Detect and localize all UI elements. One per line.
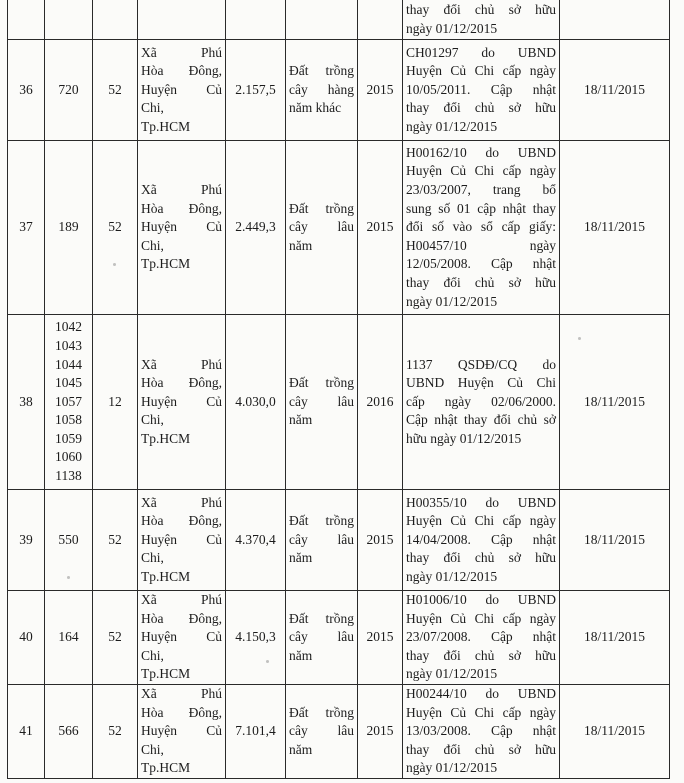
cell-land-type bbox=[286, 684, 358, 778]
address-line: Huyện Củ bbox=[141, 81, 222, 97]
cell-area bbox=[226, 0, 286, 40]
land-type-line: năm bbox=[289, 412, 313, 428]
cert-line: Huyện Củ Chi cấp ngày bbox=[406, 610, 556, 626]
cert-line: Huyện Củ Chi cấp ngày bbox=[406, 163, 556, 179]
cert-line: đổi số vào sổ cấp giấy: bbox=[406, 219, 556, 235]
cert-line: 23/03/2007, trang bổ bbox=[406, 182, 556, 198]
cell-area: 4.150,3 bbox=[226, 591, 286, 685]
cert-line: 10/05/2011. Cập nhật bbox=[406, 81, 556, 97]
address-line: Xã Phú bbox=[141, 44, 222, 60]
cert-line: ngày 01/12/2015 bbox=[406, 118, 498, 134]
parcel-number: 1058 bbox=[55, 412, 82, 428]
address-line: Hòa Đông, bbox=[141, 513, 222, 529]
cert-line: thay đổi chủ sở hữu bbox=[406, 1, 556, 17]
land-type-line: năm bbox=[289, 550, 313, 566]
address-line: Huyện Củ bbox=[141, 531, 222, 547]
land-type-line: Đất trồng bbox=[289, 200, 354, 216]
cert-line: H00355/10 do UBND bbox=[406, 494, 556, 510]
cell-stt bbox=[8, 0, 45, 40]
cell-certificate bbox=[403, 684, 560, 778]
parcel-number: 164 bbox=[58, 629, 79, 645]
address-line: Hòa Đông, bbox=[141, 610, 222, 626]
cell-parcel bbox=[45, 315, 93, 490]
parcel-number: 1044 bbox=[55, 356, 82, 372]
cell-parcel bbox=[45, 591, 93, 685]
cell-stt: 37 bbox=[8, 141, 45, 315]
cert-line: Huyện Củ Chi cấp ngày bbox=[406, 704, 556, 720]
cert-line: Huyện Củ Chi cấp ngày bbox=[406, 513, 556, 529]
scan-speck bbox=[113, 263, 116, 266]
table-row bbox=[8, 315, 670, 490]
address-line: Tp.HCM bbox=[141, 760, 191, 776]
table-row bbox=[8, 684, 670, 778]
parcel-number: 720 bbox=[58, 81, 79, 97]
cell-date: 18/11/2015 bbox=[560, 684, 670, 778]
cert-line: 13/03/2008. Cập nhật bbox=[406, 723, 556, 739]
parcel-number: 1057 bbox=[55, 393, 82, 409]
cell-year: 2015 bbox=[358, 591, 403, 685]
address-line: Xã Phú bbox=[141, 592, 222, 607]
cell-sheet: 52 bbox=[93, 141, 138, 315]
parcel-number: 1043 bbox=[55, 337, 82, 353]
cert-line: hữu ngày 01/12/2015 bbox=[406, 430, 522, 446]
land-type-line: năm khác bbox=[289, 100, 342, 116]
cell-address bbox=[138, 40, 226, 141]
address-line: Hòa Đông, bbox=[141, 375, 222, 391]
cell-area: 2.449,3 bbox=[226, 141, 286, 315]
cell-certificate bbox=[403, 0, 560, 40]
cell-sheet: 52 bbox=[93, 591, 138, 685]
cell-date: 18/11/2015 bbox=[560, 315, 670, 490]
cert-line: thay đổi chủ sở hữu bbox=[406, 274, 556, 290]
cell-address bbox=[138, 591, 226, 685]
address-line: Hòa Đông, bbox=[141, 63, 222, 79]
cell-land-type bbox=[286, 0, 358, 40]
cell-year: 2015 bbox=[358, 40, 403, 141]
cell-certificate bbox=[403, 591, 560, 685]
scan-speck bbox=[266, 660, 269, 663]
cell-land-type bbox=[286, 490, 358, 591]
cert-line: thay đổi chủ sở hữu bbox=[406, 741, 556, 757]
cell-certificate bbox=[403, 490, 560, 591]
cert-line: ngày 01/12/2015 bbox=[406, 20, 498, 36]
cell-certificate bbox=[403, 40, 560, 141]
cell-date: 18/11/2015 bbox=[560, 490, 670, 591]
table-row bbox=[8, 490, 670, 591]
address-line: Chi, bbox=[141, 550, 164, 566]
address-line: Hòa Đông, bbox=[141, 704, 222, 720]
address-line: Huyện Củ bbox=[141, 393, 222, 409]
cell-parcel bbox=[45, 684, 93, 778]
cell-sheet: 52 bbox=[93, 684, 138, 778]
cert-line: H00457/10 ngày bbox=[406, 237, 556, 253]
cell-stt: 39 bbox=[8, 490, 45, 591]
land-type-line: cây lâu bbox=[289, 723, 354, 739]
address-line: Chi, bbox=[141, 100, 164, 116]
cell-address bbox=[138, 490, 226, 591]
scan-speck bbox=[578, 337, 581, 340]
cell-sheet: 52 bbox=[93, 40, 138, 141]
land-type-line: Đất trồng bbox=[289, 375, 354, 391]
cell-parcel bbox=[45, 0, 93, 40]
land-type-line: Đất trồng bbox=[289, 63, 354, 79]
cert-line: ngày 01/12/2015 bbox=[406, 666, 498, 682]
cell-address bbox=[138, 141, 226, 315]
cert-line: ngày 01/12/2015 bbox=[406, 568, 498, 584]
scan-speck bbox=[67, 576, 70, 579]
cell-land-type bbox=[286, 591, 358, 685]
cert-line: H00244/10 do UBND bbox=[406, 685, 556, 701]
address-line: Tp.HCM bbox=[141, 430, 191, 446]
cell-year: 2015 bbox=[358, 684, 403, 778]
cell-address bbox=[138, 0, 226, 40]
land-type-line: Đất trồng bbox=[289, 610, 354, 626]
cell-land-type bbox=[286, 315, 358, 490]
parcel-number: 1059 bbox=[55, 430, 82, 446]
land-type-line: cây lâu bbox=[289, 219, 354, 235]
cert-line: Cập nhật thay đổi chủ sở bbox=[406, 412, 556, 428]
address-line: Huyện Củ bbox=[141, 629, 222, 645]
table-row bbox=[8, 591, 670, 685]
land-type-line: năm bbox=[289, 741, 313, 757]
cell-stt: 40 bbox=[8, 591, 45, 685]
address-line: Xã Phú bbox=[141, 356, 222, 372]
parcel-number: 1045 bbox=[55, 375, 82, 391]
cell-certificate bbox=[403, 141, 560, 315]
address-line: Chi, bbox=[141, 237, 164, 253]
land-registry-table bbox=[7, 0, 670, 779]
cell-area: 2.157,5 bbox=[226, 40, 286, 141]
land-type-line: cây lâu bbox=[289, 393, 354, 409]
cell-area: 4.370,4 bbox=[226, 490, 286, 591]
parcel-number: 550 bbox=[58, 531, 79, 547]
address-line: Huyện Củ bbox=[141, 219, 222, 235]
cell-year: 2015 bbox=[358, 490, 403, 591]
cert-line: UBND Huyện Củ Chi bbox=[406, 375, 556, 391]
address-line: Xã Phú bbox=[141, 494, 222, 510]
table-row bbox=[8, 40, 670, 141]
cell-stt: 38 bbox=[8, 315, 45, 490]
address-line: Chi, bbox=[141, 741, 164, 757]
address-line: Xã Phú bbox=[141, 685, 222, 701]
cell-year bbox=[358, 0, 403, 40]
cert-line: thay đổi chủ sở hữu bbox=[406, 550, 556, 566]
table-row bbox=[8, 141, 670, 315]
cell-parcel bbox=[45, 40, 93, 141]
address-line: Tp.HCM bbox=[141, 256, 191, 272]
address-line: Tp.HCM bbox=[141, 666, 191, 682]
cell-address bbox=[138, 315, 226, 490]
cert-line: 14/04/2008. Cập nhật bbox=[406, 531, 556, 547]
address-line: Tp.HCM bbox=[141, 118, 191, 134]
land-type-line: cây lâu bbox=[289, 531, 354, 547]
cert-line: cấp ngày 02/06/2000. bbox=[406, 393, 556, 409]
cell-stt: 36 bbox=[8, 40, 45, 141]
cell-date: 18/11/2015 bbox=[560, 141, 670, 315]
parcel-number: 1138 bbox=[55, 468, 82, 484]
parcel-number: 566 bbox=[58, 723, 79, 739]
address-line: Chi, bbox=[141, 647, 164, 663]
cert-line: 23/07/2008. Cập nhật bbox=[406, 629, 556, 645]
cell-parcel bbox=[45, 141, 93, 315]
land-type-line: năm bbox=[289, 237, 313, 253]
cell-area: 4.030,0 bbox=[226, 315, 286, 490]
cell-sheet bbox=[93, 0, 138, 40]
cell-sheet: 52 bbox=[93, 490, 138, 591]
cell-date: 18/11/2015 bbox=[560, 40, 670, 141]
cell-land-type bbox=[286, 40, 358, 141]
cell-date bbox=[560, 0, 670, 40]
address-line: Chi, bbox=[141, 412, 164, 428]
cert-line: 1137 QSDĐ/CQ do bbox=[406, 356, 556, 372]
cert-line: H01006/10 do UBND bbox=[406, 592, 556, 607]
cell-year: 2015 bbox=[358, 141, 403, 315]
parcel-number: 1060 bbox=[55, 449, 82, 465]
land-type-line: Đất trồng bbox=[289, 513, 354, 529]
cert-line: sung số 01 cập nhật thay bbox=[406, 200, 556, 216]
land-type-line: cây lâu bbox=[289, 629, 354, 645]
cert-line: ngày 01/12/2015 bbox=[406, 760, 498, 776]
cert-line: 12/05/2008. Cập nhật bbox=[406, 256, 556, 272]
cell-year: 2016 bbox=[358, 315, 403, 490]
cell-address bbox=[138, 684, 226, 778]
parcel-number: 1042 bbox=[55, 319, 82, 335]
land-type-line: cây hàng bbox=[289, 81, 354, 97]
cert-line: H00162/10 do UBND bbox=[406, 144, 556, 160]
land-type-line: Đất trồng bbox=[289, 704, 354, 720]
cert-line: CH01297 do UBND bbox=[406, 44, 556, 60]
address-line: Tp.HCM bbox=[141, 568, 191, 584]
land-type-line: năm bbox=[289, 647, 313, 663]
cert-line: Huyện Củ Chi cấp ngày bbox=[406, 63, 556, 79]
cert-line: thay đổi chủ sở hữu bbox=[406, 647, 556, 663]
address-line: Huyện Củ bbox=[141, 723, 222, 739]
cell-certificate bbox=[403, 315, 560, 490]
cert-line: thay đổi chủ sở hữu bbox=[406, 100, 556, 116]
cell-land-type bbox=[286, 141, 358, 315]
cell-area: 7.101,4 bbox=[226, 684, 286, 778]
table-row-continued bbox=[8, 0, 670, 40]
cell-date: 18/11/2015 bbox=[560, 591, 670, 685]
cell-sheet: 12 bbox=[93, 315, 138, 490]
cell-stt: 41 bbox=[8, 684, 45, 778]
address-line: Hòa Đông, bbox=[141, 200, 222, 216]
address-line: Xã Phú bbox=[141, 182, 222, 198]
cert-line: ngày 01/12/2015 bbox=[406, 293, 498, 309]
parcel-number: 189 bbox=[58, 219, 79, 235]
